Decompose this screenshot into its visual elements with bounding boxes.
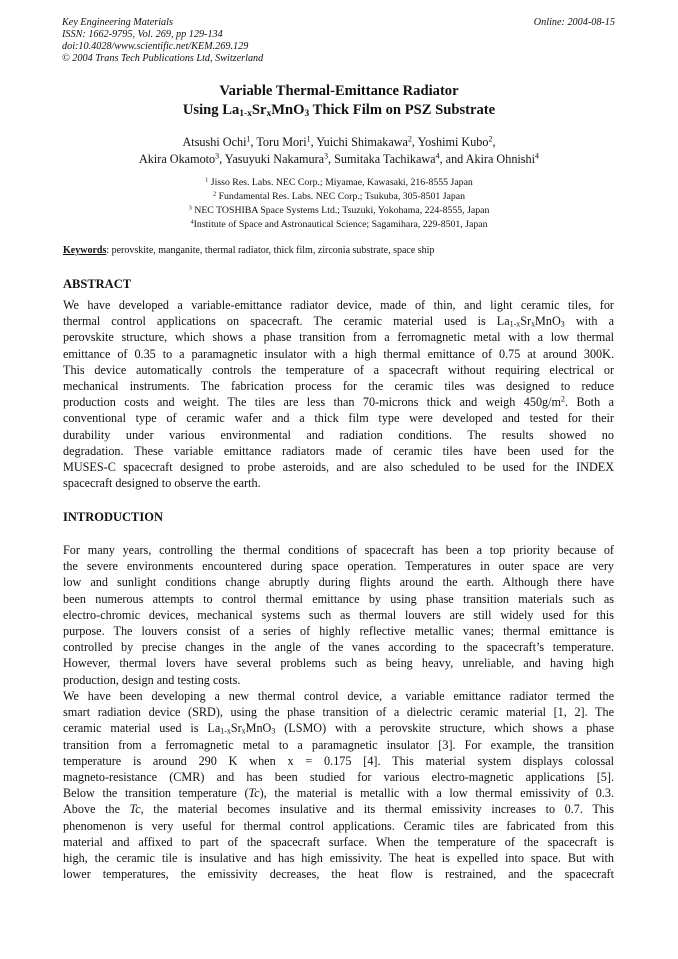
- author: Yasuyuki Nakamura: [224, 152, 325, 166]
- abstract-heading: ABSTRACT: [63, 277, 132, 291]
- affiliation: $^1$ Jisso Res. Labs. NEC Corp.; Miyamae, Kawasaki, 216-8555 Japan: [205, 176, 473, 188]
- introduction-heading: INTRODUCTION: [63, 510, 164, 524]
- affiliation: $^4$Institute of Space and Astronautical Science; Sagamihara, 229-8501, Japan: [190, 218, 488, 230]
- affiliation-list: [0, 176, 678, 232]
- author: Akira Ohnishi: [465, 152, 536, 166]
- author: Atsushi Ochi: [182, 135, 247, 149]
- journal-name: Key Engineering Materials: [62, 17, 173, 28]
- issn-line: ISSN: 1662-9795, Vol. 269, pp 129-134: [62, 29, 223, 40]
- author: Akira Okamoto: [138, 152, 216, 166]
- copyright-line: © 2004 Trans Tech Publications Ltd, Switzerland: [62, 53, 264, 64]
- author: Sumitaka Tachikawa: [334, 152, 436, 166]
- online-date: Online: 2004-08-15: [533, 17, 615, 28]
- author: Toru Mori: [256, 135, 307, 149]
- title-line-1: Variable Thermal-Emittance Radiator: [219, 83, 459, 99]
- keywords-label: Keywords: [63, 245, 107, 256]
- abstract-body: We have developed a variable-emittance radiator device, made of thin, and light ceramic tiles, for thermal control applications on spacecraft. The ceramic material used is $La_{1-x}Sr_xMnO_3$ with a perovskite structure, which shows a phase transition from a ferromagnetic metal with a low thermal emittance of 0.35 to a paramagnetic insulator with a high thermal emittance of 0.75 at around 300K. This device automatically controls the temperature of a spacecraft without requiring electrical or mechanical instruments. The fabrication process for the ceramic tiles was designed to reduce production costs and weight. The tiles are less than 70-microns thick and weigh $450g/m^2$. Both a conventional type of ceramic wafer and a thick film type were developed and tested for their durability under various environmental and radiation conditions. The results showed no degradation. These variable emittance radiators made of ceramic tiles have been used for the MUSES-C spacecraft designed to probe asteroids, and are also scheduled to be used for the INDEX spacecraft designed to observe the earth.: [63, 298, 615, 491]
- keywords-text: : perovskite, manganite, thermal radiator, thick film, zirconia substrate, space ship: [106, 245, 435, 256]
- author-line-2: Akira Okamoto$^3$, Yasuyuki Nakamura$^3$, Sumitaka Tachikawa$^4$, and Akira Ohnishi$^4$: [138, 151, 540, 166]
- author-list: [0, 134, 678, 168]
- affiliation: $^2$ Fundamental Res. Labs. NEC Corp.; Tsukuba, 305-8501 Japan: [212, 190, 466, 202]
- author-line-1: Atsushi Ochi$^1$, Toru Mori$^1$, Yuichi Shimakawa$^2$, Yoshimi Kubo$^2$,: [182, 134, 496, 149]
- affiliation: $^3$ NEC TOSHIBA Space Systems Ltd.; Tsuzuki, Yokohama, 224-8555, Japan: [188, 204, 490, 216]
- paper-title: [0, 82, 678, 120]
- title-line-2: Using $La_{1-x}Sr_xMnO_3$ Thick Film on PSZ Substrate: [182, 102, 496, 119]
- doi-line: doi:10.4028/www.scientific.net/KEM.269.129: [62, 41, 249, 52]
- journal-header: [62, 17, 263, 65]
- keywords: [63, 245, 434, 257]
- introduction-paragraph-1: For many years, controlling the thermal conditions of spacecraft has been a top priority because of the severe environments encountered during space operation. Temperatures in outer space are very low and sunlight conditions change abruptly during flights around the earth. Although there have been numerous attempts to control thermal emittance by using phase transition materials such as electro-chromic devices, mechanical systems such as thermal louvers are still widely used for this purpose. The louvers consist of a series of highly reflective metallic vanes; thermal emittance is controlled by precise changes in the angle of the vanes according to the spacecraft’s temperature. However, thermal lovers have several problems such as being heavy, unreliable, and having high production, design and testing costs.: [63, 543, 614, 687]
- author: Yuichi Shimakawa: [316, 135, 408, 149]
- author: Yoshimi Kubo: [417, 135, 489, 149]
- introduction-paragraph-2: We have been developing a new thermal control device, a variable emittance radiator termed the smart radiation device (SRD), using the phase transition of a dielectric ceramic material [1, 2]. The ceramic material used is $La_{1-x}Sr_xMnO_3$ (LSMO) with a perovskite structure, which shows a phase transition from a ferromagnetic metal to a paramagnetic insulator [3]. For example, the transition temperature is around 290 K when x = 0.175 [4]. This material system displays colossal magneto-resistance (CMR) and has been studied for various electro-magnetic applications [5]. Below the transition temperature (Tc), the material is metallic with a low thermal emissivity of 0.3. Above the Tc, the material becomes insulative and its thermal emissivity increases to 0.7. This phenomenon is very useful for thermal control applications. Ceramic tiles are fabricated from this material and affixed to part of the spacecraft surface. When the temperature of the spacecraft is high, the ceramic tile is insulative and has high emissivity. The heat is expelled into space. But with lower temperatures, the emissivity decreases, the heat flow is restrained, and the spacecraft: [63, 689, 614, 882]
